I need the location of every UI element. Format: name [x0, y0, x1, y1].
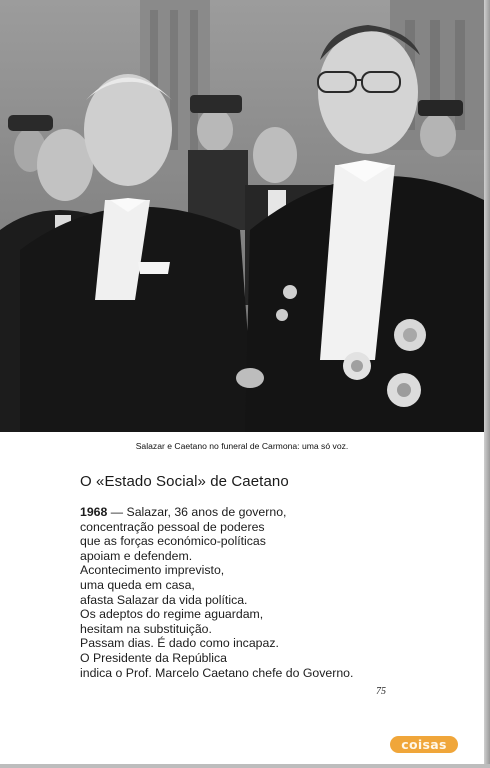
body-line: afasta Salazar da vida política. [80, 592, 248, 607]
year-label: 1968 [80, 505, 108, 519]
body-line: uma queda em casa, [80, 577, 195, 592]
page-number: 75 [376, 686, 386, 697]
body-line: hesitam na substituição. [80, 621, 212, 636]
body-line: que as forças económico-políticas [80, 534, 266, 549]
page-edge [484, 0, 490, 768]
body-line: indica o Prof. Marcelo Caetano chefe do Governo. [80, 665, 354, 680]
body-line: apoiam e defendem. [80, 548, 193, 563]
body-line-text: — Salazar, 36 anos de governo, [107, 505, 287, 519]
article-heading: O «Estado Social» de Caetano [80, 473, 289, 490]
page-bottom-edge [0, 764, 490, 768]
brand-logo: coisas [390, 736, 458, 753]
body-line: O Presidente da República [80, 650, 227, 665]
body-line: concentração pessoal de poderes [80, 519, 265, 534]
body-line: Passam dias. É dado como incapaz. [80, 636, 279, 651]
photo-caption: Salazar e Caetano no funeral de Carmona: uma só voz. [135, 441, 349, 451]
body-line [80, 505, 460, 520]
body-line: Os adeptos do regime aguardam, [80, 607, 264, 622]
body-line: Acontecimento imprevisto, [80, 563, 225, 578]
article-body [80, 505, 460, 680]
